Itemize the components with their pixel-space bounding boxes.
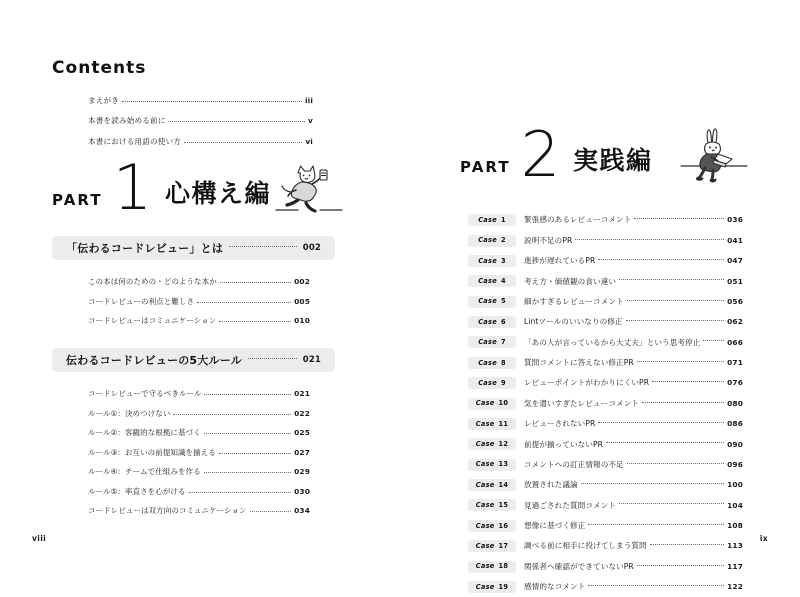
case-page: 113 <box>727 541 743 551</box>
case-label: 感情的なコメント <box>524 582 586 592</box>
case-badge-number: 9 <box>500 378 506 387</box>
toc-entry-page: 010 <box>294 316 310 325</box>
case-badge-number: 18 <box>498 562 509 571</box>
case-badge <box>468 275 516 287</box>
case-badge-word: Case <box>475 501 495 510</box>
case-page: 066 <box>727 337 743 347</box>
front-matter-row[interactable] <box>88 111 313 132</box>
case-page: 100 <box>727 480 743 490</box>
case-badge <box>468 255 516 267</box>
case-page: 036 <box>727 215 743 225</box>
case-badge-number: 10 <box>498 399 509 408</box>
dot-leader <box>588 584 724 586</box>
toc-entry[interactable] <box>88 272 310 292</box>
toc-entry-page: 022 <box>294 408 310 418</box>
case-badge-word: Case <box>478 277 497 286</box>
case-row[interactable] <box>468 434 743 454</box>
dot-leader <box>581 482 724 484</box>
toc-entry[interactable] <box>88 384 310 404</box>
case-badge-word: Case <box>475 440 495 449</box>
case-label: 見過ごされた質問コメント <box>524 500 617 510</box>
dot-leader <box>248 357 297 359</box>
case-label: 説明不足のPR <box>524 235 573 245</box>
toc-entry-page: 029 <box>294 467 310 476</box>
case-list <box>468 210 743 597</box>
case-page: 104 <box>727 500 743 510</box>
dot-leader <box>229 245 297 247</box>
case-row[interactable] <box>468 536 743 556</box>
case-page: 117 <box>727 561 743 571</box>
case-badge <box>468 316 516 328</box>
case-page: 122 <box>727 582 743 592</box>
case-badge-number: 16 <box>498 521 509 530</box>
case-row[interactable] <box>468 210 743 230</box>
case-row[interactable] <box>468 373 743 393</box>
toc-entry-label: ルール①：決めつけない <box>88 408 171 418</box>
dot-leader <box>627 462 724 464</box>
toc-entry-page: 034 <box>294 506 310 515</box>
case-row[interactable] <box>468 230 743 250</box>
front-matter-row[interactable] <box>88 131 313 152</box>
case-badge <box>468 499 516 511</box>
dot-leader <box>637 564 724 566</box>
section-2-entries <box>88 384 310 521</box>
case-badge-number: 1 <box>500 215 506 224</box>
dot-leader <box>650 543 724 545</box>
case-label: コメントへの訂正情報の不足 <box>524 459 624 469</box>
dot-leader <box>204 393 291 395</box>
dot-leader <box>619 278 724 280</box>
case-badge-word: Case <box>475 399 495 408</box>
toc-entry-label: コードレビューは双方向のコミュニケーション <box>88 506 247 515</box>
case-label: 細かすぎるレビューコメント <box>524 296 624 306</box>
toc-entry-label: この本は何のための・どのような本か <box>88 277 217 286</box>
case-page: 086 <box>727 419 743 429</box>
part-2-heading <box>460 118 653 191</box>
case-badge <box>468 296 516 308</box>
toc-entry-page: 027 <box>294 447 310 457</box>
case-badge-number: 2 <box>500 236 506 245</box>
case-badge-number: 15 <box>498 501 509 510</box>
case-label: 考え方・価値観の食い違い <box>524 276 617 286</box>
case-row[interactable] <box>468 455 743 475</box>
case-label: 前提が揃っていないPR <box>524 439 604 449</box>
case-page: 096 <box>727 459 743 469</box>
dot-leader <box>642 401 724 403</box>
part-title: 心構え編 <box>164 178 271 208</box>
case-badge <box>468 479 516 491</box>
dot-leader <box>626 319 724 321</box>
section-page: 021 <box>302 355 321 365</box>
case-badge-number: 3 <box>500 256 506 265</box>
case-row[interactable] <box>468 292 743 312</box>
dot-leader <box>637 360 724 362</box>
dot-leader <box>588 523 724 525</box>
front-matter-label: まえがき <box>88 95 119 105</box>
toc-entry-page: 021 <box>294 389 310 398</box>
case-label: 「あの人が言っているから大丈夫」という思考停止 <box>524 337 701 347</box>
sitting-rabbit-with-laptop-icon <box>675 126 755 186</box>
dot-leader <box>219 320 291 322</box>
case-label: レビューされないPR <box>524 419 596 429</box>
case-badge-number: 19 <box>498 582 509 591</box>
part-number: 1 <box>112 151 151 224</box>
toc-entry[interactable] <box>88 443 310 463</box>
case-page: 108 <box>727 521 743 531</box>
case-badge <box>468 540 516 552</box>
dot-leader <box>197 301 291 303</box>
left-page <box>0 0 400 567</box>
page-title: Contents <box>52 58 147 78</box>
part-word: PART <box>460 157 511 176</box>
case-badge-number: 6 <box>500 317 506 326</box>
case-row[interactable] <box>468 577 743 597</box>
toc-entry-page: 030 <box>294 486 310 496</box>
case-badge <box>468 336 516 348</box>
case-badge <box>468 377 516 389</box>
case-page: 056 <box>727 296 743 306</box>
front-matter-page: vi <box>305 136 313 146</box>
case-badge-word: Case <box>475 480 495 489</box>
case-badge-word: Case <box>478 317 497 326</box>
case-badge-word: Case <box>478 236 497 245</box>
front-matter-label: 本書を読み始める前に <box>88 116 166 126</box>
section-header-bar[interactable] <box>52 236 335 260</box>
case-label: 想像に基づく修正 <box>524 521 586 531</box>
case-badge-word: Case <box>475 521 495 530</box>
case-label: Lintツールのいいなりの修正 <box>524 317 623 327</box>
case-page: 062 <box>727 317 743 327</box>
case-row[interactable] <box>468 393 743 413</box>
folio-left: viii <box>32 534 47 543</box>
dot-leader <box>204 471 291 473</box>
case-row[interactable] <box>468 353 743 373</box>
case-label: 関係者へ確認ができていないPR <box>524 561 634 571</box>
case-badge-number: 5 <box>500 297 506 306</box>
dot-leader <box>627 299 724 301</box>
toc-entry-label: ルール②：客観的な根拠に基づく <box>88 428 201 437</box>
case-badge-number: 7 <box>500 338 506 347</box>
case-badge <box>468 398 516 410</box>
dot-leader <box>634 217 724 219</box>
toc-entry-page: 005 <box>294 296 310 306</box>
case-page: 047 <box>727 256 743 266</box>
toc-entry[interactable] <box>88 292 310 312</box>
case-badge-number: 8 <box>500 358 506 367</box>
case-badge <box>468 520 516 532</box>
toc-entry[interactable] <box>88 423 310 443</box>
case-badge <box>468 581 516 593</box>
folio-right: ix <box>759 534 768 543</box>
dot-leader <box>122 100 302 102</box>
right-page <box>400 0 800 592</box>
case-row[interactable] <box>468 495 743 515</box>
front-matter-list <box>88 90 313 152</box>
part-number: 2 <box>520 118 559 191</box>
case-badge <box>468 438 516 450</box>
case-badge-number: 13 <box>498 460 509 469</box>
case-badge-number: 4 <box>500 277 506 286</box>
case-badge-word: Case <box>475 419 495 428</box>
toc-entry-label: コードレビューはコミュニケーション <box>88 316 217 325</box>
front-matter-label: 本書における用語の使い方 <box>88 136 181 146</box>
case-badge <box>468 418 516 430</box>
toc-entry-page: 025 <box>294 428 310 437</box>
case-badge <box>468 357 516 369</box>
case-badge-number: 12 <box>498 440 509 449</box>
toc-entry-label: ルール⑤：率直さを心がける <box>88 486 186 496</box>
case-badge <box>468 214 516 226</box>
case-badge <box>468 235 516 247</box>
case-page: 090 <box>727 439 743 449</box>
case-page: 051 <box>727 276 743 286</box>
dot-leader <box>598 258 724 260</box>
case-badge-word: Case <box>475 460 495 469</box>
toc-entry[interactable] <box>88 311 310 331</box>
toc-entry-label: コードレビューの利点と難しさ <box>88 296 195 306</box>
case-page: 080 <box>727 398 743 408</box>
toc-entry-label: ルール③：お互いの前提知識を揃える <box>88 447 216 457</box>
dot-leader <box>168 120 305 122</box>
running-cat-with-phone-icon <box>268 160 352 218</box>
dot-leader <box>250 510 292 512</box>
case-label: 調べる前に相手に投げてしまう質問 <box>524 541 647 551</box>
dot-leader <box>619 502 724 504</box>
case-label: 質問コメントに答えない修正PR <box>524 358 634 368</box>
case-label: 進捗が遅れているPR <box>524 256 596 266</box>
dot-leader <box>575 238 724 240</box>
toc-entry[interactable] <box>88 482 310 502</box>
case-badge-word: Case <box>478 338 497 347</box>
case-badge-number: 11 <box>498 419 509 428</box>
front-matter-row[interactable] <box>88 90 313 111</box>
dot-leader <box>606 441 724 443</box>
section-title: 「伝わるコードレビュー」とは <box>66 242 224 255</box>
case-badge-word: Case <box>475 562 495 571</box>
dot-leader <box>204 432 291 434</box>
case-row[interactable] <box>468 332 743 352</box>
dot-leader <box>219 452 291 454</box>
dot-leader <box>189 491 292 493</box>
part-word: PART <box>52 190 103 209</box>
case-label: 気を遣いすぎたレビューコメント <box>524 398 640 408</box>
part-title: 実践編 <box>572 145 653 175</box>
case-badge <box>468 459 516 471</box>
toc-entry-label: コードレビューで守るべきルール <box>88 389 202 398</box>
case-badge-number: 14 <box>498 480 509 489</box>
case-badge-word: Case <box>478 256 497 265</box>
case-row[interactable] <box>468 414 743 434</box>
front-matter-page: v <box>308 116 313 126</box>
case-badge-number: 17 <box>498 541 509 550</box>
case-page: 041 <box>727 235 743 245</box>
case-label: 緊張感のあるレビューコメント <box>524 215 632 225</box>
dot-leader <box>652 380 724 382</box>
section-title: 伝わるコードレビューの5大ルール <box>66 354 242 367</box>
dot-leader <box>173 413 291 415</box>
dot-leader <box>220 281 291 283</box>
case-page: 071 <box>727 358 743 368</box>
section-1-entries <box>88 272 310 331</box>
case-row[interactable] <box>468 475 743 495</box>
section-page: 002 <box>302 243 321 253</box>
case-row[interactable] <box>468 251 743 271</box>
case-badge-word: Case <box>478 215 497 224</box>
dot-leader <box>703 339 724 341</box>
case-row[interactable] <box>468 516 743 536</box>
toc-entry-page: 002 <box>294 277 310 286</box>
case-label: 放置された議論 <box>524 480 578 490</box>
case-row[interactable] <box>468 271 743 291</box>
case-row[interactable] <box>468 312 743 332</box>
case-page: 076 <box>727 378 743 388</box>
dot-leader <box>184 141 302 143</box>
toc-entry[interactable] <box>88 501 310 521</box>
dot-leader <box>598 421 724 423</box>
case-badge-word: Case <box>478 358 497 367</box>
front-matter-page: iii <box>304 95 313 105</box>
toc-entry[interactable] <box>88 462 310 482</box>
toc-entry[interactable] <box>88 404 310 424</box>
part-1-heading <box>52 151 271 224</box>
case-badge-word: Case <box>478 378 497 387</box>
toc-entry-label: ルール④：チームで仕組みを作る <box>88 467 201 476</box>
case-badge-word: Case <box>475 582 495 591</box>
section-header-bar[interactable] <box>52 348 335 372</box>
case-badge-word: Case <box>478 297 497 306</box>
case-label: レビューポイントがわかりにくいPR <box>524 378 650 388</box>
case-badge-word: Case <box>475 541 495 550</box>
